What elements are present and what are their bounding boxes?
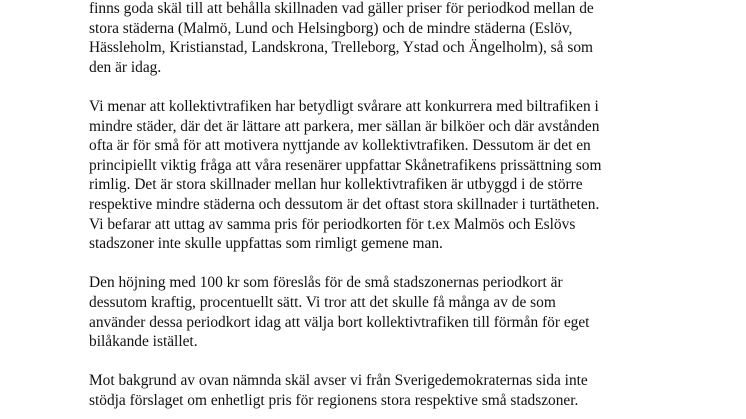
text-line: ofta är för små för att motivera nyttjande av kollektivtrafiken. Dessutom är det en [89,137,591,155]
paragraph-3 [89,273,689,351]
text-line: stadszoner inte skulle uppfattas som rimligt gemene man. [89,235,443,253]
text-line: respektive mindre städerna och dessutom är det oftast stora skillnader i turtätheten. [89,195,600,213]
text-line: Mot bakgrund av ovan nämnda skäl avser vi från Sverigedemokraternas sida inte [89,372,588,390]
text-line: mindre städer, där det är lättare att parkera, mer sällan är bilköer och där avstånden [89,117,600,135]
text-line: stora städerna (Malmö, Lund och Helsingborg) och de mindre städerna (Eslöv, [89,19,573,37]
paragraph-2 [89,97,689,254]
text-line: rimlig. Det är stora skillnader mellan hur kollektivtrafiken är utbyggd i de större [89,176,583,194]
text-line: Vi menar att kollektivtrafiken har betydligt svårare att konkurrera med biltrafiken i [89,97,599,115]
text-line: stödja förslaget om enhetligt pris för regionens stora respektive små stadszoner. [89,391,579,409]
text-line: Vi befarar att uttag av samma pris för periodkorten för t.ex Malmös och Eslövs [89,215,576,233]
text-line: Den höjning med 100 kr som föreslås för de små stadszonernas periodkort är [89,274,563,292]
document-body [89,0,689,419]
text-line: bilåkande istället. [89,333,198,351]
text-line: använder dessa periodkort idag att välja bort kollektivtrafiken till förmån för eget [89,313,590,331]
text-line: den är idag. [89,58,162,76]
paragraph-1 [89,0,689,77]
paragraph-4 [89,371,689,410]
text-line: dessutom kraftig, procentuellt sätt. Vi tror att det skulle få många av de som [89,293,556,311]
text-line: principiellt viktig fråga att våra resenärer uppfattar Skånetrafikens prissättning som [89,156,602,174]
text-line: Hässleholm, Kristianstad, Landskrona, Trelleborg, Ystad och Ängelholm), så som [89,39,593,57]
text-line: finns goda skäl till att behålla skillnaden vad gäller priser för periodkod mellan de [89,0,594,17]
